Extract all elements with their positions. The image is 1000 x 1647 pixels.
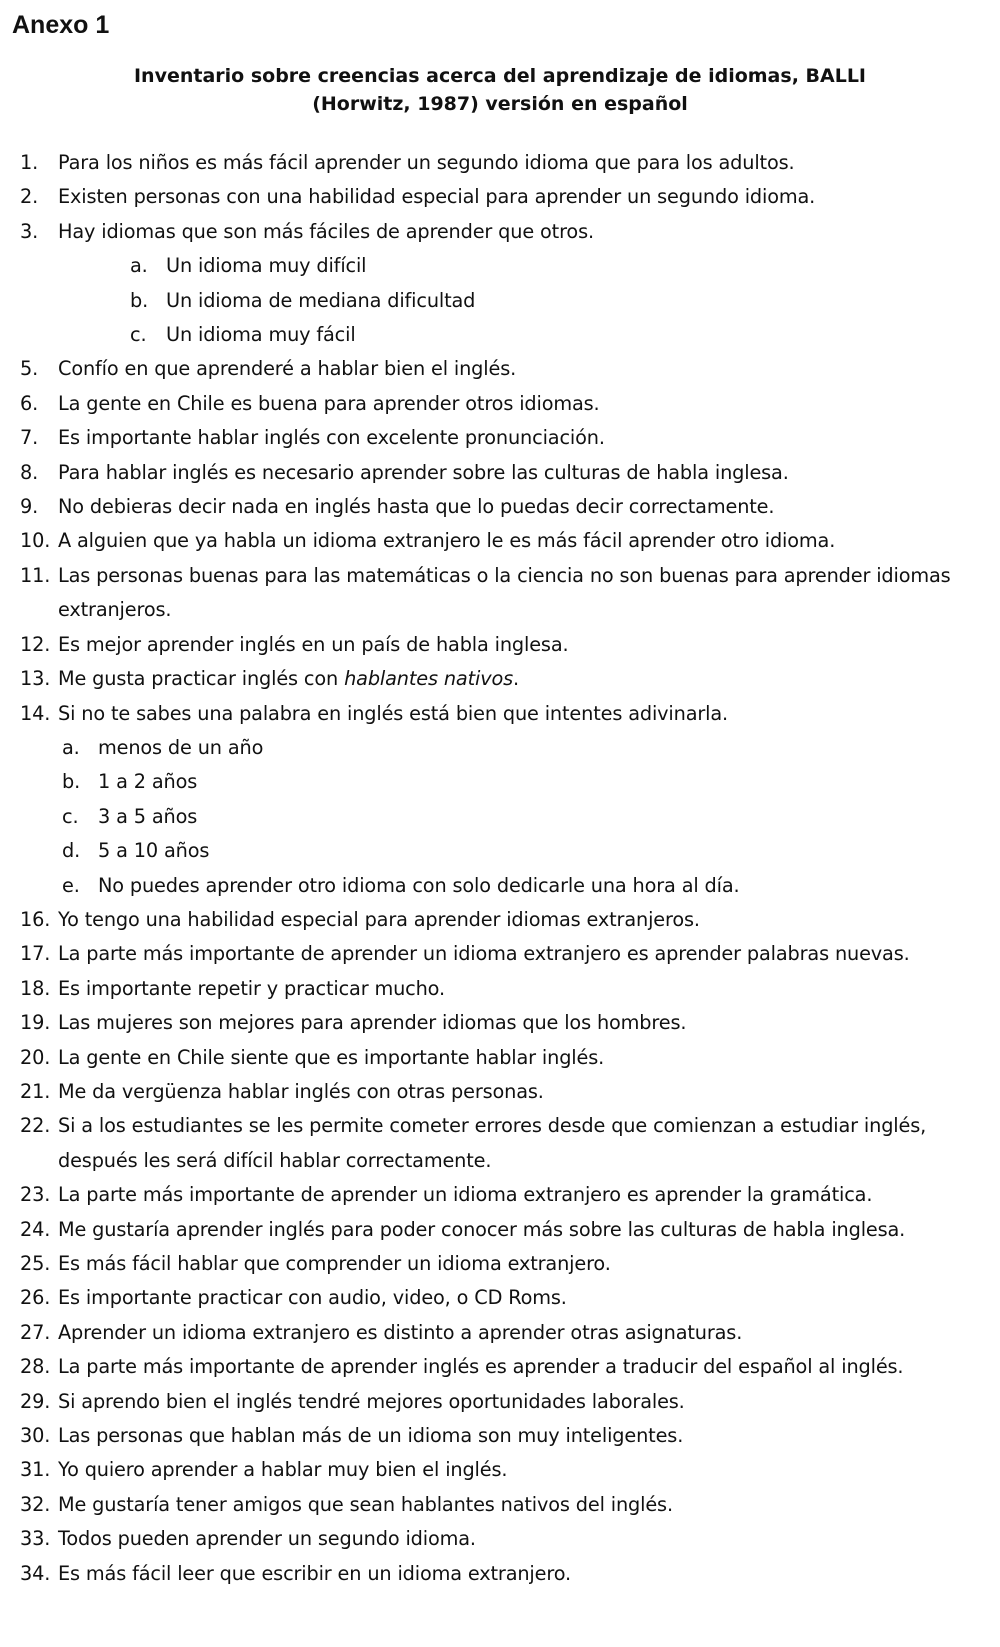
list-item <box>20 387 1000 421</box>
item-number: 31. <box>20 1458 51 1482</box>
list-item <box>20 1075 1000 1109</box>
item-number: 17. <box>20 942 51 966</box>
list-item <box>20 697 1000 731</box>
item-text: La parte más importante de aprender un idioma extranjero es aprender la gramática. <box>58 1183 873 1207</box>
list-item <box>20 1385 1000 1419</box>
list-item <box>20 1488 1000 1522</box>
document-title <box>0 62 1000 118</box>
sub-item <box>20 869 1000 903</box>
item-text: Es mejor aprender inglés en un país de habla inglesa. <box>58 632 569 656</box>
item-text: Si aprendo bien el inglés tendré mejores oportunidades laborales. <box>58 1389 685 1413</box>
list-item <box>20 903 1000 937</box>
list-item <box>20 1213 1000 1247</box>
list-item <box>20 146 1000 180</box>
item-text: Me gustaría tener amigos que sean hablantes nativos del inglés. <box>58 1492 673 1516</box>
list-item <box>20 524 1000 558</box>
item-number: 10. <box>20 529 51 553</box>
item-number: 21. <box>20 1079 51 1103</box>
sub-item <box>20 249 1000 283</box>
list-item <box>20 628 1000 662</box>
item-text: La parte más importante de aprender inglés es aprender a traducir del español al inglés. <box>58 1355 904 1379</box>
sub-item-text: No puedes aprender otro idioma con solo dedicarle una hora al día. <box>98 873 740 897</box>
sub-item-letter: d. <box>62 839 81 863</box>
list-item <box>20 1006 1000 1040</box>
sub-item-letter: c. <box>62 804 79 828</box>
item-number: 13. <box>20 667 51 691</box>
item-text: Hay idiomas que son más fáciles de aprender que otros. <box>58 219 594 243</box>
list-item <box>20 1453 1000 1487</box>
item-text: Las mujeres son mejores para aprender idiomas que los hombres. <box>58 1011 687 1035</box>
item-number: 25. <box>20 1252 51 1275</box>
list-item <box>20 1247 1000 1281</box>
item-number: 27. <box>20 1320 51 1344</box>
item-text: Existen personas con una habilidad especial para aprender un segundo idioma. <box>58 185 816 209</box>
sub-item-letter: a. <box>62 735 80 759</box>
item-number: 16. <box>20 907 51 931</box>
sub-item-text: 1 a 2 años <box>98 770 198 794</box>
item-number: 1. <box>20 151 39 174</box>
title-line-1: Inventario sobre creencias acerca del aprendizaje de idiomas, BALLI <box>133 65 866 87</box>
item-text: A alguien que ya habla un idioma extranjero le es más fácil aprender otro idioma. <box>58 529 836 553</box>
list-item <box>20 1178 1000 1212</box>
sub-item-text: Un idioma de mediana dificultad <box>166 288 476 312</box>
item-number: 11. <box>20 563 51 587</box>
list-item <box>20 1281 1000 1315</box>
list-item <box>20 352 1000 386</box>
item-number: 34. <box>20 1561 51 1585</box>
item-text: Si a los estudiantes se les permite cometer errores desde que comienzan a estudiar inglés, después les será difícil hablar correctamente. <box>58 1114 927 1172</box>
list-item <box>20 1350 1000 1384</box>
item-number: 7. <box>20 426 39 450</box>
item-text: Es importante hablar inglés con excelente pronunciación. <box>58 426 605 450</box>
item-text: Las personas buenas para las matemáticas o la ciencia no son buenas para aprender idiomas extranjeros. <box>58 563 951 622</box>
list-item <box>20 1041 1000 1075</box>
item-text: No debieras decir nada en inglés hasta que lo puedas decir correctamente. <box>58 495 775 519</box>
item-number: 26. <box>20 1286 51 1310</box>
title-line-2: (Horwitz, 1987) versión en español <box>312 93 688 115</box>
list-item <box>20 421 1000 455</box>
sub-item-letter: a. <box>130 254 148 278</box>
item-number: 9. <box>20 495 39 519</box>
sub-item-letter: b. <box>130 288 149 312</box>
item-text: La parte más importante de aprender un idioma extranjero es aprender palabras nuevas. <box>58 942 910 966</box>
item-text <box>58 662 1000 696</box>
item-text: Es más fácil leer que escribir en un idioma extranjero. <box>58 1561 571 1585</box>
item-number: 5. <box>20 357 39 381</box>
item-number: 2. <box>20 185 39 209</box>
sub-item-text: menos de un año <box>98 735 264 759</box>
list-item <box>20 180 1000 214</box>
item-text: Si no te sabes una palabra en inglés está bien que intentes adivinarla. <box>58 701 728 725</box>
item-number: 8. <box>20 460 39 484</box>
list-item <box>20 1316 1000 1350</box>
item-text: Es importante repetir y practicar mucho. <box>58 976 445 1000</box>
item-number: 32. <box>20 1492 51 1516</box>
item-text: La gente en Chile siente que es importante hablar inglés. <box>58 1045 605 1069</box>
item-text-start: Me gusta practicar inglés con <box>58 667 345 691</box>
list-item <box>20 490 1000 524</box>
item-text: Todos pueden aprender un segundo idioma. <box>58 1527 476 1551</box>
item-number: 33. <box>20 1527 51 1551</box>
item-text: La gente en Chile es buena para aprender otros idiomas. <box>58 391 600 415</box>
item-number: 23. <box>20 1183 51 1207</box>
item-text: Aprender un idioma extranjero es distinto a aprender otras asignaturas. <box>58 1320 743 1344</box>
item-text: Yo quiero aprender a hablar muy bien el inglés. <box>58 1458 508 1482</box>
sub-item-text: 3 a 5 años <box>98 804 198 828</box>
list-item <box>20 1109 1000 1178</box>
sub-item-text: Un idioma muy difícil <box>166 254 367 278</box>
list-item <box>20 1522 1000 1556</box>
sub-item-text: 5 a 10 años <box>98 839 210 863</box>
sub-item <box>20 284 1000 318</box>
list-item <box>20 662 1000 696</box>
list-item <box>20 937 1000 971</box>
item-number: 6. <box>20 391 39 415</box>
item-text: Para los niños es más fácil aprender un segundo idioma que para los adultos. <box>58 151 795 174</box>
list-item <box>20 972 1000 1006</box>
item-text: Yo tengo una habilidad especial para aprender idiomas extranjeros. <box>58 907 700 931</box>
item-text: Me da vergüenza hablar inglés con otras personas. <box>58 1079 544 1103</box>
item-number: 19. <box>20 1011 51 1035</box>
list-item <box>20 559 1000 628</box>
sub-item <box>20 731 1000 765</box>
annex-label: Anexo 1 <box>12 11 110 39</box>
list-item <box>20 1419 1000 1453</box>
sub-item <box>20 834 1000 868</box>
item-text-end: . <box>513 667 519 691</box>
questionnaire-list <box>20 146 1000 1591</box>
item-text: Para hablar inglés es necesario aprender sobre las culturas de habla inglesa. <box>58 460 789 484</box>
item-number: 28. <box>20 1355 51 1379</box>
item-text: Es importante practicar con audio, video, o CD Roms. <box>58 1286 567 1310</box>
sub-item-letter: e. <box>62 873 80 897</box>
list-item <box>20 215 1000 249</box>
item-text: Las personas que hablan más de un idioma son muy inteligentes. <box>58 1424 684 1448</box>
item-number: 20. <box>20 1045 51 1069</box>
sub-item <box>20 800 1000 834</box>
sub-item-letter: c. <box>130 323 147 347</box>
item-number: 14. <box>20 701 51 725</box>
item-number: 30. <box>20 1424 51 1448</box>
list-item <box>20 456 1000 490</box>
item-text-emphasis: hablantes nativos <box>344 667 513 691</box>
sub-item <box>20 765 1000 799</box>
item-text: Me gustaría aprender inglés para poder conocer más sobre las culturas de habla inglesa. <box>58 1217 906 1241</box>
list-item <box>20 1557 1000 1591</box>
item-number: 22. <box>20 1114 51 1138</box>
item-number: 3. <box>20 219 39 243</box>
sub-item <box>20 318 1000 352</box>
item-number: 18. <box>20 976 51 1000</box>
item-number: 29. <box>20 1389 51 1413</box>
sub-item-text: Un idioma muy fácil <box>166 323 356 347</box>
item-text: Confío en que aprenderé a hablar bien el inglés. <box>58 357 517 381</box>
sub-item-letter: b. <box>62 770 81 794</box>
item-text: Es más fácil hablar que comprender un idioma extranjero. <box>58 1252 611 1275</box>
item-number: 24. <box>20 1217 51 1241</box>
item-number: 12. <box>20 632 51 656</box>
